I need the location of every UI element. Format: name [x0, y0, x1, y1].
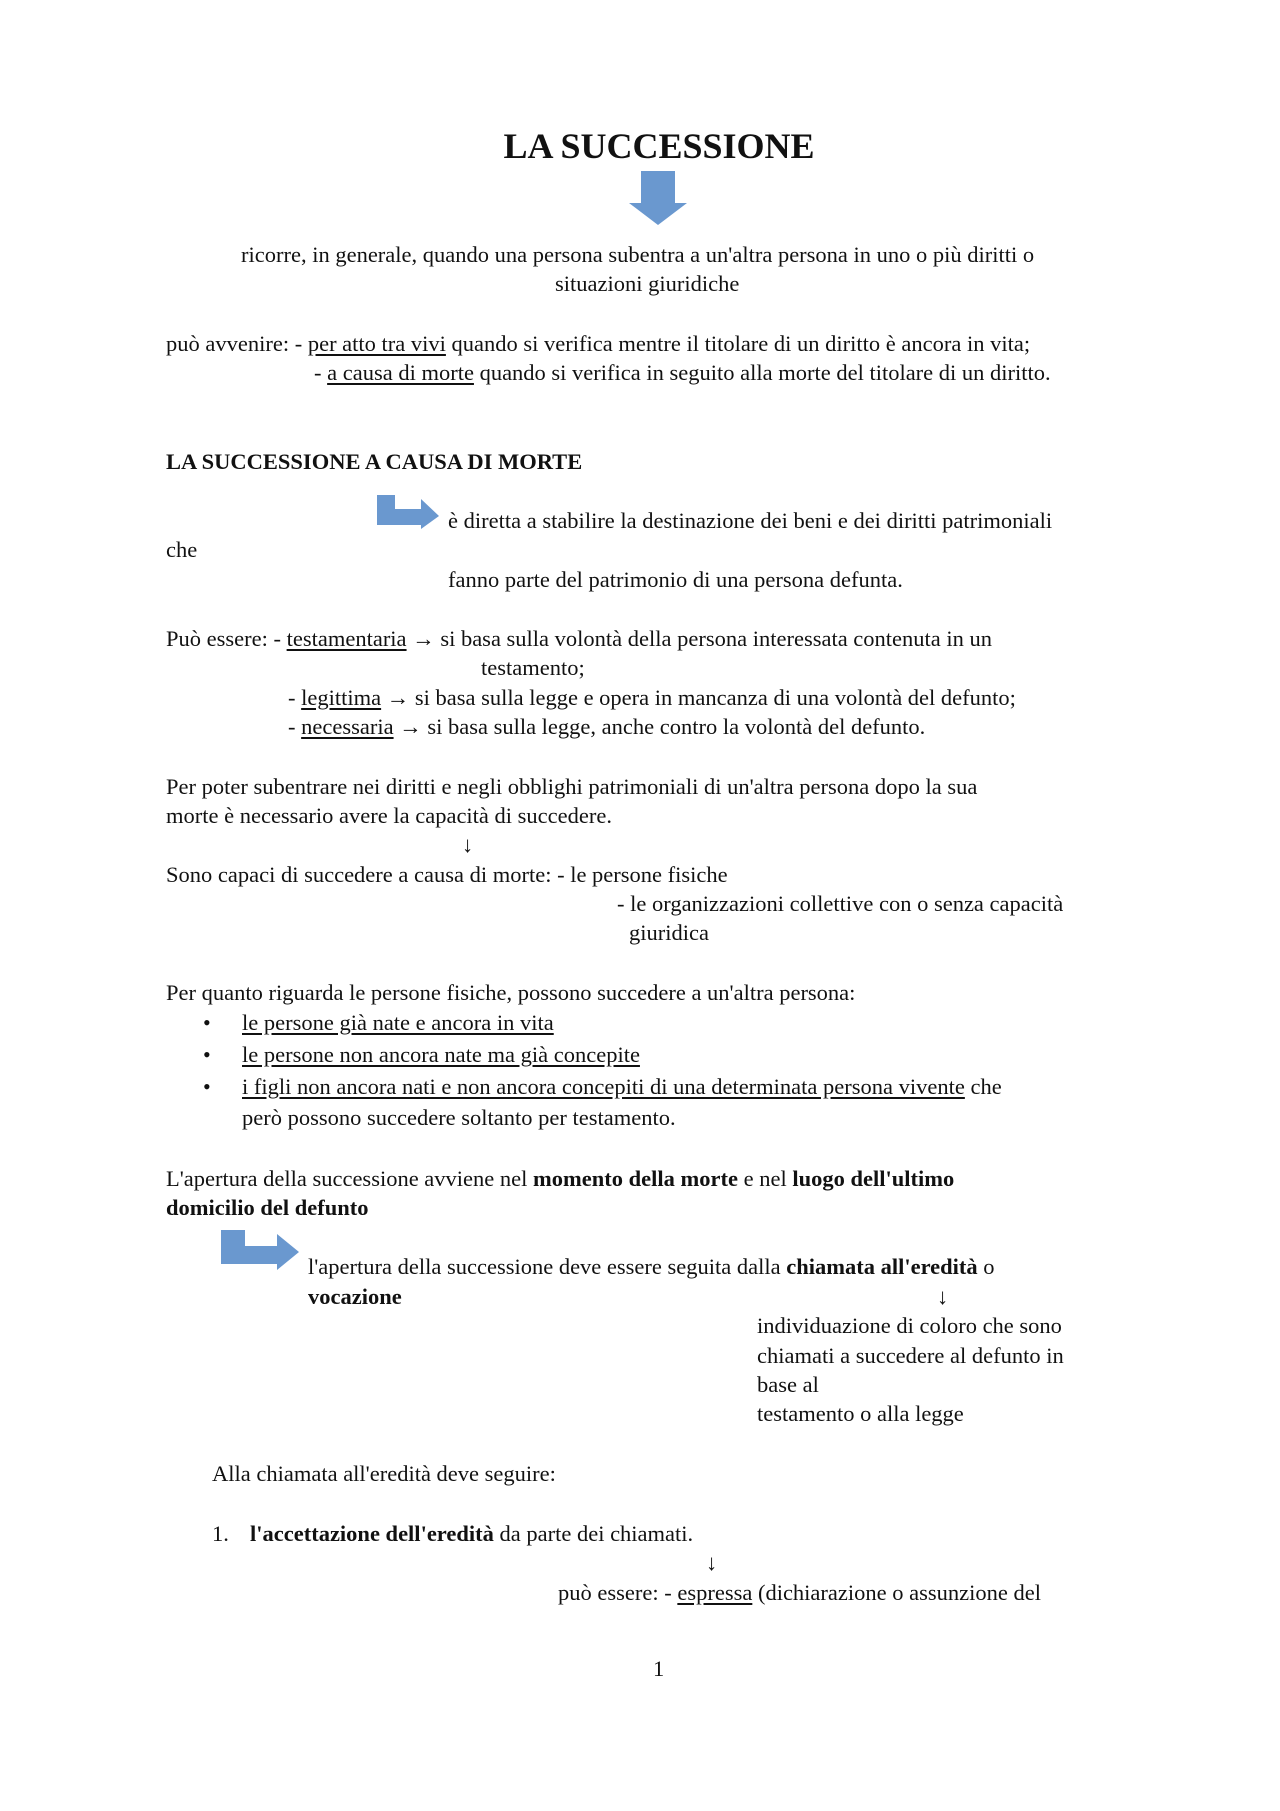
section-desc-line-1: è diretta a stabilire la destinazione dei beni e dei diritti patrimoniali: [448, 508, 1053, 533]
accettazione-arrow: ↓: [706, 1550, 718, 1575]
capacita-line-1: Per poter subentrare nei diritti e negli obblighi patrimoniali di un'altra persona dopo la sua: [166, 774, 978, 799]
list-item: le persone già nate e ancora in vita: [242, 1010, 554, 1035]
list-item-cont: però possono succedere soltanto per testamento.: [242, 1105, 676, 1130]
intro-line-1: ricorre, in generale, quando una persona subentra a un'altra persona in uno o più diritti o: [241, 242, 1035, 267]
bullet-3: •: [203, 1074, 211, 1099]
avvenire-line-1: può avvenire: - per atto tra vivi quando si verifica mentre il titolare di un diritto è ancora in vita;: [166, 331, 1031, 356]
tipo-testamentaria: Può essere: - testamentaria → si basa sulla volontà della persona interessata contenuta in un: [166, 626, 993, 651]
avvenire-line-2: - a causa di morte quando si verifica in seguito alla morte del titolare di un diritto.: [314, 360, 1051, 385]
capaci-line-2: - le organizzazioni collettive con o senza capacità: [617, 891, 1064, 916]
individuazione-line-4: testamento o alla legge: [757, 1401, 964, 1426]
tipo-legittima: - legittima → si basa sulla legge e opera in mancanza di una volontà del defunto;: [288, 685, 1016, 710]
capaci-line-1: Sono capaci di succedere a causa di morte: - le persone fisiche: [166, 862, 728, 887]
intro-line-2: situazioni giuridiche: [555, 271, 740, 296]
list-item: le persone non ancora nate ma già concepite: [242, 1042, 640, 1067]
individuazione-line-1: individuazione di coloro che sono: [757, 1313, 1062, 1338]
list-item: i figli non ancora nati e non ancora concepiti di una determinata persona vivente che: [242, 1074, 1002, 1099]
numbered-item-number: 1.: [212, 1521, 229, 1546]
numbered-item: l'accettazione dell'eredità da parte dei chiamati.: [250, 1521, 694, 1546]
individuazione-line-2: chiamati a succedere al defunto in: [757, 1343, 1064, 1368]
section-desc-line-2: fanno parte del patrimonio di una persona defunta.: [448, 567, 903, 592]
seguita-line-2: vocazione: [308, 1284, 402, 1309]
section-desc-che: che: [166, 537, 198, 562]
seguire-intro: Alla chiamata all'eredità deve seguire:: [212, 1461, 556, 1486]
term-atto-tra-vivi: per atto tra vivi: [307, 331, 446, 356]
capaci-line-3: giuridica: [629, 920, 709, 945]
down-arrow-icon: [629, 171, 689, 227]
apertura-line-1: L'apertura della successione avviene nel momento della morte e nel luogo dell'ultimo: [166, 1166, 955, 1191]
capacita-arrow: ↓: [462, 832, 474, 857]
apertura-line-2: domicilio del defunto: [166, 1195, 369, 1220]
bullet-2: •: [203, 1042, 211, 1067]
capacita-line-2: morte è necessario avere la capacità di succedere.: [166, 803, 612, 828]
bullet-1: •: [203, 1010, 211, 1035]
accettazione-tipo: può essere: - espressa (dichiarazione o assunzione del: [558, 1580, 1041, 1605]
individuazione-line-3: base al: [757, 1372, 819, 1397]
section-heading: LA SUCCESSIONE A CAUSA DI MORTE: [166, 449, 583, 474]
tipo-necessaria: - necessaria → si basa sulla legge, anche contro la volontà del defunto.: [288, 714, 926, 739]
seguita-line-1: l'apertura della successione deve essere seguita dalla chiamata all'eredità o: [308, 1254, 995, 1279]
term-causa-di-morte: a causa di morte: [327, 360, 474, 385]
page-title: LA SUCCESSIONE: [503, 126, 815, 166]
bent-arrow-icon: [377, 495, 441, 531]
persone-fisiche-intro: Per quanto riguarda le persone fisiche, possono succedere a un'altra persona:: [166, 980, 856, 1005]
vocazione-arrow: ↓: [937, 1284, 949, 1309]
tipo-testamentaria-cont: testamento;: [481, 655, 585, 680]
bent-arrow-icon: [221, 1230, 301, 1272]
page-number: 1: [653, 1656, 665, 1681]
